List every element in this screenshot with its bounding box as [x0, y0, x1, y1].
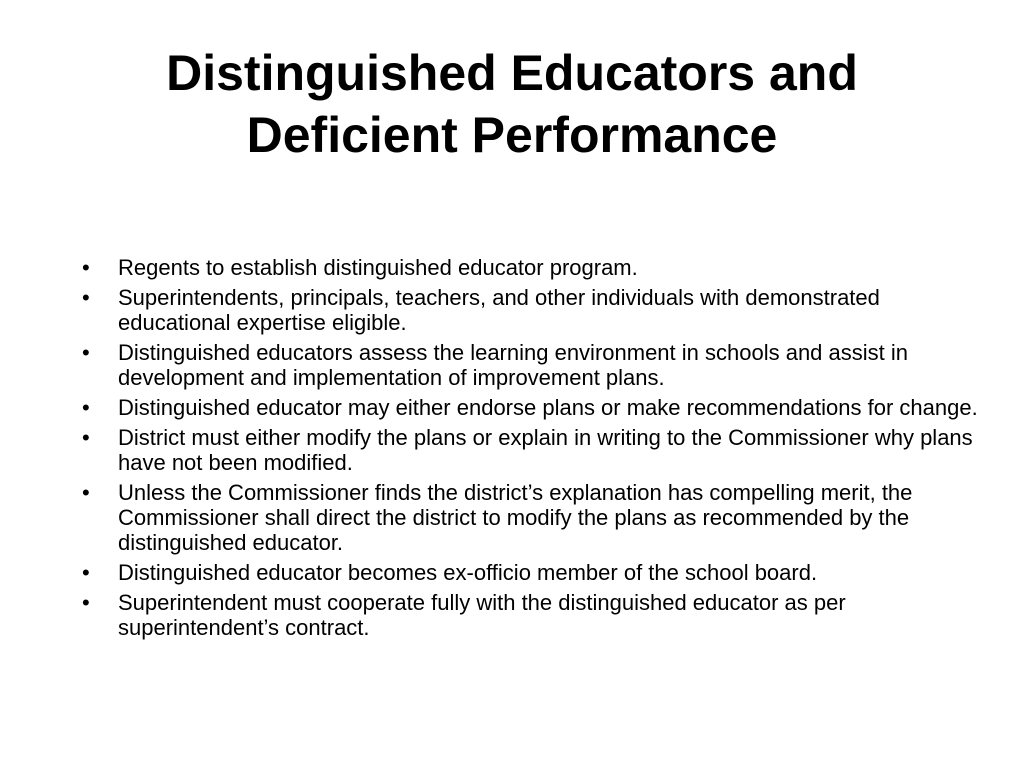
slide-title-line-2: Deficient Performance: [246, 107, 778, 163]
bullet-text-6: Unless the Commissioner finds the district’s explanation has compelling merit, the Commissioner shall direct the district to modify the plans as recommended by the distinguished educator.: [118, 480, 913, 555]
bullet-text-2: Superintendents, principals, teachers, and other individuals with demonstrated educational expertise eligible.: [118, 285, 880, 335]
bullet-text-3: Distinguished educators assess the learning environment in schools and assist in development and implementation of improvement plans.: [118, 340, 908, 390]
slide-title: [60, 42, 964, 166]
bullet-marker: •: [82, 590, 90, 615]
bullet-marker: •: [82, 480, 90, 505]
bullet-marker: •: [82, 560, 90, 585]
bullet-text-7: Distinguished educator becomes ex-officio member of the school board.: [118, 560, 818, 585]
bullet-marker: •: [82, 395, 90, 420]
bullet-text-4: Distinguished educator may either endorse plans or make recommendations for change.: [118, 395, 978, 420]
bullet-item-1: [82, 255, 982, 280]
bullet-text-5: District must either modify the plans or explain in writing to the Commissioner why plans have not been modified.: [118, 425, 973, 475]
bullet-item-4: [82, 395, 982, 420]
bullet-list: [82, 255, 982, 645]
bullet-item-7: [82, 560, 982, 585]
slide-title-line-1: Distinguished Educators and: [166, 45, 858, 101]
bullet-item-5: [82, 425, 982, 475]
bullet-item-8: [82, 590, 982, 640]
bullet-text-8: Superintendent must cooperate fully with the distinguished educator as per superintendent’s contract.: [118, 590, 846, 640]
bullet-marker: •: [82, 340, 90, 365]
bullet-marker: •: [82, 255, 90, 280]
bullet-marker: •: [82, 285, 90, 310]
bullet-item-3: [82, 340, 982, 390]
bullet-text-1: Regents to establish distinguished educator program.: [118, 255, 638, 280]
bullet-item-6: [82, 480, 982, 555]
bullet-marker: •: [82, 425, 90, 450]
bullet-item-2: [82, 285, 982, 335]
